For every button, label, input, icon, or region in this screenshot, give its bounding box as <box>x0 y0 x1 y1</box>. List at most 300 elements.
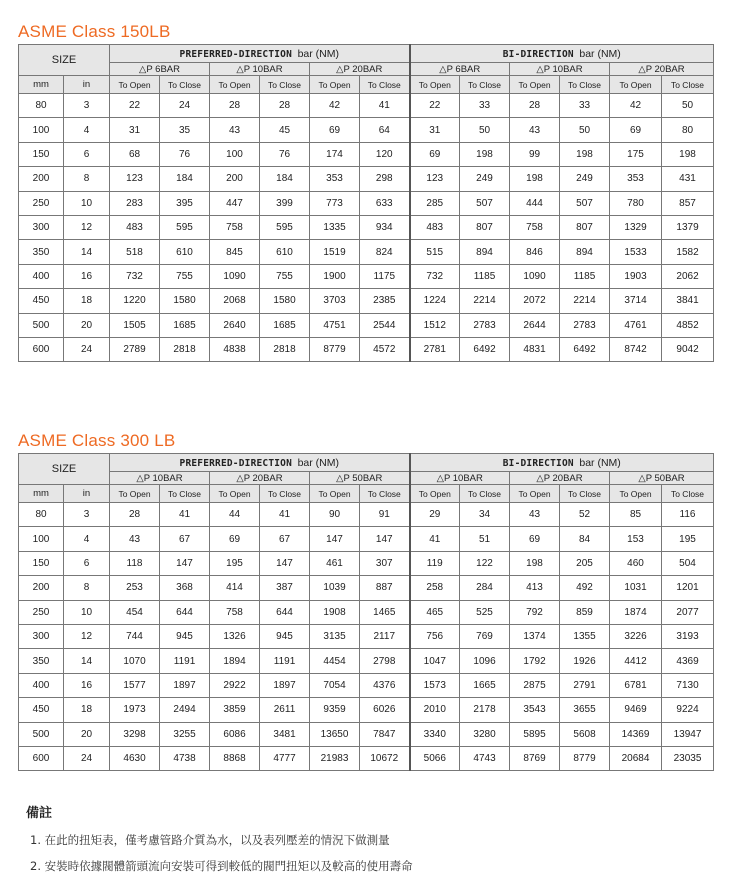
to-open-header: To Open <box>210 76 260 94</box>
table-cell: 1047 <box>410 649 460 673</box>
bi-direction-header <box>410 45 714 63</box>
table-cell: 307 <box>360 551 410 575</box>
pressure-header: △P 50BAR <box>310 472 410 485</box>
table-row <box>19 215 714 239</box>
table-cell: 119 <box>410 551 460 575</box>
table-cell: 2640 <box>210 313 260 337</box>
table-cell: 123 <box>110 167 160 191</box>
table-cell: 8779 <box>310 337 360 361</box>
table-cell: 69 <box>410 142 460 166</box>
table-cell: 33 <box>560 94 610 118</box>
table-cell: 42 <box>310 94 360 118</box>
table-cell: 67 <box>260 527 310 551</box>
table-cell: 4831 <box>510 337 560 361</box>
notes-heading: 備註 <box>26 806 53 821</box>
table-cell: 300 <box>19 215 64 239</box>
direction-unit: bar (NM) <box>297 456 339 469</box>
header-row <box>19 454 714 472</box>
table-cell: 28 <box>260 94 310 118</box>
table-cell: 44 <box>210 503 260 527</box>
table-cell: 518 <box>110 240 160 264</box>
table-cell: 24 <box>64 337 110 361</box>
table-cell: 887 <box>360 576 410 600</box>
table-row <box>19 624 714 648</box>
table-cell: 1096 <box>460 649 510 673</box>
table-cell: 250 <box>19 191 64 215</box>
note-item: 2. 安裝時依據閥體箭頭流向安裝可得到較低的閥門扭矩以及較高的使用壽命 <box>30 859 413 873</box>
table-cell: 5066 <box>410 746 460 770</box>
table-cell: 118 <box>110 551 160 575</box>
table-cell: 1874 <box>610 600 662 624</box>
to-close-header: To Close <box>160 76 210 94</box>
table-cell: 1908 <box>310 600 360 624</box>
direction-name: PREFERRED-DIRECTION <box>179 457 293 469</box>
table-cell: 150 <box>19 551 64 575</box>
table-cell: 732 <box>410 264 460 288</box>
table-cell: 91 <box>360 503 410 527</box>
table-cell: 249 <box>460 167 510 191</box>
table-cell: 945 <box>260 624 310 648</box>
table-cell: 1512 <box>410 313 460 337</box>
table-cell: 3841 <box>662 289 714 313</box>
table-cell: 90 <box>310 503 360 527</box>
table-cell: 50 <box>560 118 610 142</box>
table-cell: 600 <box>19 337 64 361</box>
table-cell: 22 <box>110 94 160 118</box>
table-cell: 100 <box>19 527 64 551</box>
table-cell: 13947 <box>662 722 714 746</box>
table-cell: 20684 <box>610 746 662 770</box>
table-cell: 894 <box>560 240 610 264</box>
table-cell: 824 <box>360 240 410 264</box>
table-cell: 50 <box>662 94 714 118</box>
table-cell: 285 <box>410 191 460 215</box>
table-cell: 7847 <box>360 722 410 746</box>
table-cell: 147 <box>310 527 360 551</box>
table-cell: 1465 <box>360 600 410 624</box>
table-cell: 76 <box>260 142 310 166</box>
table-cell: 35 <box>160 118 210 142</box>
table-cell: 845 <box>210 240 260 264</box>
to-open-header: To Open <box>310 485 360 503</box>
table-cell: 758 <box>210 600 260 624</box>
table-cell: 1175 <box>360 264 410 288</box>
table-cell: 3655 <box>560 698 610 722</box>
to-close-header: To Close <box>560 485 610 503</box>
table-cell: 1573 <box>410 673 460 697</box>
table-cell: 69 <box>610 118 662 142</box>
table-cell: 1665 <box>460 673 510 697</box>
table-cell: 120 <box>360 142 410 166</box>
table-cell: 780 <box>610 191 662 215</box>
table-cell: 633 <box>360 191 410 215</box>
table-cell: 43 <box>110 527 160 551</box>
table-cell: 447 <box>210 191 260 215</box>
to-close-header: To Close <box>360 76 410 94</box>
table-cell: 755 <box>160 264 210 288</box>
table-cell: 41 <box>410 527 460 551</box>
table-cell: 99 <box>510 142 560 166</box>
table-cell: 807 <box>460 215 510 239</box>
table-cell: 414 <box>210 576 260 600</box>
pressure-header: △P 6BAR <box>110 63 210 76</box>
table-title-class-300: ASME Class 300 LB <box>18 431 176 450</box>
pressure-header: △P 20BAR <box>210 472 310 485</box>
table-cell: 7054 <box>310 673 360 697</box>
to-open-header: To Open <box>510 485 560 503</box>
table-cell: 1031 <box>610 576 662 600</box>
table-cell: 492 <box>560 576 610 600</box>
table-cell: 3340 <box>410 722 460 746</box>
table-cell: 2178 <box>460 698 510 722</box>
pressure-header: △P 50BAR <box>610 472 714 485</box>
table-cell: 4630 <box>110 746 160 770</box>
table-cell: 450 <box>19 289 64 313</box>
table-cell: 8868 <box>210 746 260 770</box>
table-cell: 4412 <box>610 649 662 673</box>
table-cell: 4852 <box>662 313 714 337</box>
table-cell: 6026 <box>360 698 410 722</box>
table-cell: 9469 <box>610 698 662 722</box>
table-cell: 20 <box>64 313 110 337</box>
table-cell: 100 <box>210 142 260 166</box>
table-cell: 34 <box>460 503 510 527</box>
table-cell: 1374 <box>510 624 560 648</box>
table-cell: 200 <box>19 576 64 600</box>
table-cell: 184 <box>260 167 310 191</box>
table-cell: 69 <box>310 118 360 142</box>
table-cell: 22 <box>410 94 460 118</box>
to-close-header: To Close <box>460 485 510 503</box>
table-row <box>19 551 714 575</box>
table-cell: 12 <box>64 624 110 648</box>
table-cell: 3 <box>64 94 110 118</box>
table-cell: 1582 <box>662 240 714 264</box>
table-cell: 1897 <box>260 673 310 697</box>
preferred-direction-header <box>110 45 410 63</box>
table-cell: 250 <box>19 600 64 624</box>
table-cell: 454 <box>110 600 160 624</box>
table-cell: 68 <box>110 142 160 166</box>
table-cell: 116 <box>662 503 714 527</box>
table-cell: 773 <box>310 191 360 215</box>
table-row <box>19 576 714 600</box>
table-cell: 43 <box>510 503 560 527</box>
table-cell: 1090 <box>510 264 560 288</box>
table-cell: 100 <box>19 118 64 142</box>
table-cell: 2494 <box>160 698 210 722</box>
table-row <box>19 240 714 264</box>
table-cell: 1519 <box>310 240 360 264</box>
table-cell: 1894 <box>210 649 260 673</box>
table-row <box>19 503 714 527</box>
table-cell: 400 <box>19 673 64 697</box>
table-cell: 2611 <box>260 698 310 722</box>
table-cell: 2385 <box>360 289 410 313</box>
pressure-header-row <box>19 472 714 485</box>
table-cell: 3280 <box>460 722 510 746</box>
table-cell: 732 <box>110 264 160 288</box>
table-cell: 6492 <box>560 337 610 361</box>
table-cell: 24 <box>160 94 210 118</box>
table-cell: 147 <box>160 551 210 575</box>
table-cell: 174 <box>310 142 360 166</box>
table-cell: 76 <box>160 142 210 166</box>
table-cell: 8769 <box>510 746 560 770</box>
table-cell: 758 <box>210 215 260 239</box>
table-cell: 1900 <box>310 264 360 288</box>
table-cell: 8 <box>64 167 110 191</box>
table-cell: 758 <box>510 215 560 239</box>
table-cell: 1090 <box>210 264 260 288</box>
table-cell: 122 <box>460 551 510 575</box>
bi-direction-header <box>410 454 714 472</box>
table-cell: 80 <box>19 94 64 118</box>
table-cell: 9042 <box>662 337 714 361</box>
table-cell: 1191 <box>160 649 210 673</box>
table-cell: 1039 <box>310 576 360 600</box>
table-cell: 123 <box>410 167 460 191</box>
table-cell: 600 <box>19 746 64 770</box>
table-cell: 6492 <box>460 337 510 361</box>
table-cell: 350 <box>19 240 64 264</box>
table-cell: 1577 <box>110 673 160 697</box>
table-cell: 792 <box>510 600 560 624</box>
table-cell: 894 <box>460 240 510 264</box>
table-cell: 253 <box>110 576 160 600</box>
table-cell: 195 <box>210 551 260 575</box>
table-cell: 1224 <box>410 289 460 313</box>
table-cell: 3481 <box>260 722 310 746</box>
pressure-header: △P 20BAR <box>510 472 610 485</box>
table-cell: 69 <box>210 527 260 551</box>
table-cell: 5895 <box>510 722 560 746</box>
table-cell: 6 <box>64 142 110 166</box>
table-cell: 31 <box>110 118 160 142</box>
table-cell: 1897 <box>160 673 210 697</box>
table-cell: 198 <box>460 142 510 166</box>
table-cell: 150 <box>19 142 64 166</box>
table-row <box>19 673 714 697</box>
table-cell: 945 <box>160 624 210 648</box>
table-cell: 9224 <box>662 698 714 722</box>
table-cell: 41 <box>160 503 210 527</box>
table-cell: 2062 <box>662 264 714 288</box>
table-cell: 6 <box>64 551 110 575</box>
direction-unit: bar (NM) <box>297 47 339 60</box>
table-cell: 2644 <box>510 313 560 337</box>
table-cell: 2789 <box>110 337 160 361</box>
table-cell: 7130 <box>662 673 714 697</box>
table-cell: 2010 <box>410 698 460 722</box>
to-close-header: To Close <box>460 76 510 94</box>
table-cell: 43 <box>510 118 560 142</box>
pressure-header: △P 10BAR <box>110 472 210 485</box>
direction-unit: bar (NM) <box>579 456 621 469</box>
table-cell: 43 <box>210 118 260 142</box>
table-cell: 353 <box>610 167 662 191</box>
table-cell: 16 <box>64 673 110 697</box>
table-cell: 1379 <box>662 215 714 239</box>
table-cell: 200 <box>210 167 260 191</box>
column-header-row <box>19 485 714 503</box>
table-cell: 8742 <box>610 337 662 361</box>
to-close-header: To Close <box>360 485 410 503</box>
table-cell: 42 <box>610 94 662 118</box>
table-cell: 1580 <box>160 289 210 313</box>
to-open-header: To Open <box>310 76 360 94</box>
table-cell: 2544 <box>360 313 410 337</box>
table-row <box>19 118 714 142</box>
table-cell: 4376 <box>360 673 410 697</box>
table-cell: 3298 <box>110 722 160 746</box>
table-cell: 1220 <box>110 289 160 313</box>
table-cell: 644 <box>160 600 210 624</box>
table-cell: 460 <box>610 551 662 575</box>
table-cell: 41 <box>260 503 310 527</box>
to-close-header: To Close <box>662 76 714 94</box>
table-cell: 2781 <box>410 337 460 361</box>
table-cell: 1329 <box>610 215 662 239</box>
table-cell: 85 <box>610 503 662 527</box>
to-close-header: To Close <box>260 76 310 94</box>
table-cell: 3543 <box>510 698 560 722</box>
table-cell: 52 <box>560 503 610 527</box>
table-cell: 67 <box>160 527 210 551</box>
table-cell: 9359 <box>310 698 360 722</box>
table-row <box>19 722 714 746</box>
table-cell: 515 <box>410 240 460 264</box>
pressure-header: △P 10BAR <box>210 63 310 76</box>
in-header: in <box>64 76 110 94</box>
table-cell: 4454 <box>310 649 360 673</box>
header-row <box>19 45 714 63</box>
table-cell: 198 <box>662 142 714 166</box>
mm-header: mm <box>19 76 64 94</box>
table-cell: 2798 <box>360 649 410 673</box>
table-cell: 18 <box>64 289 110 313</box>
table-cell: 300 <box>19 624 64 648</box>
table-cell: 2783 <box>460 313 510 337</box>
table-cell: 69 <box>510 527 560 551</box>
table-cell: 28 <box>510 94 560 118</box>
table-cell: 10672 <box>360 746 410 770</box>
table-cell: 755 <box>260 264 310 288</box>
column-header-row <box>19 76 714 94</box>
pressure-header: △P 10BAR <box>410 472 510 485</box>
table-row <box>19 94 714 118</box>
table-cell: 64 <box>360 118 410 142</box>
table-cell: 33 <box>460 94 510 118</box>
torque-table-class-300 <box>18 453 714 771</box>
table-cell: 483 <box>410 215 460 239</box>
table-cell: 2818 <box>260 337 310 361</box>
table-cell: 14 <box>64 240 110 264</box>
table-cell: 500 <box>19 313 64 337</box>
table-cell: 1685 <box>160 313 210 337</box>
table-cell: 80 <box>662 118 714 142</box>
table-cell: 298 <box>360 167 410 191</box>
table-cell: 807 <box>560 215 610 239</box>
table-row <box>19 337 714 361</box>
to-open-header: To Open <box>510 76 560 94</box>
table-cell: 8 <box>64 576 110 600</box>
table-cell: 846 <box>510 240 560 264</box>
table-cell: 525 <box>460 600 510 624</box>
table-cell: 610 <box>160 240 210 264</box>
note-item: 1. 在此的扭矩表，僅考慮管路介質為水，以及表列壓差的情況下做測量 <box>30 833 390 847</box>
table-cell: 1185 <box>560 264 610 288</box>
table-cell: 205 <box>560 551 610 575</box>
to-open-header: To Open <box>110 76 160 94</box>
table-cell: 2117 <box>360 624 410 648</box>
table-cell: 1505 <box>110 313 160 337</box>
table-cell: 507 <box>460 191 510 215</box>
to-open-header: To Open <box>410 485 460 503</box>
table-row <box>19 600 714 624</box>
table-cell: 1973 <box>110 698 160 722</box>
direction-name: BI-DIRECTION <box>502 457 574 469</box>
table-cell: 395 <box>160 191 210 215</box>
table-cell: 6781 <box>610 673 662 697</box>
table-cell: 4838 <box>210 337 260 361</box>
table-row <box>19 142 714 166</box>
table-row <box>19 746 714 770</box>
table-cell: 1335 <box>310 215 360 239</box>
table-cell: 859 <box>560 600 610 624</box>
table-cell: 1185 <box>460 264 510 288</box>
table-cell: 2922 <box>210 673 260 697</box>
table-cell: 595 <box>260 215 310 239</box>
direction-name: PREFERRED-DIRECTION <box>179 48 293 60</box>
table-cell: 12 <box>64 215 110 239</box>
in-header: in <box>64 485 110 503</box>
torque-table-class-150 <box>18 44 714 362</box>
table-cell: 29 <box>410 503 460 527</box>
table-cell: 2214 <box>460 289 510 313</box>
table-cell: 4761 <box>610 313 662 337</box>
table-cell: 18 <box>64 698 110 722</box>
table-cell: 400 <box>19 264 64 288</box>
table-cell: 13650 <box>310 722 360 746</box>
table-cell: 3226 <box>610 624 662 648</box>
table-cell: 1070 <box>110 649 160 673</box>
table-cell: 20 <box>64 722 110 746</box>
to-close-header: To Close <box>662 485 714 503</box>
table-cell: 1201 <box>662 576 714 600</box>
table-cell: 1792 <box>510 649 560 673</box>
table-cell: 6086 <box>210 722 260 746</box>
direction-name: BI-DIRECTION <box>502 48 574 60</box>
table-cell: 8779 <box>560 746 610 770</box>
table-cell: 756 <box>410 624 460 648</box>
table-cell: 3859 <box>210 698 260 722</box>
to-open-header: To Open <box>610 76 662 94</box>
table-cell: 2783 <box>560 313 610 337</box>
table-cell: 14 <box>64 649 110 673</box>
table-cell: 1326 <box>210 624 260 648</box>
table-row <box>19 649 714 673</box>
table-cell: 51 <box>460 527 510 551</box>
table-cell: 1580 <box>260 289 310 313</box>
table-cell: 50 <box>460 118 510 142</box>
table-cell: 444 <box>510 191 560 215</box>
table-cell: 16 <box>64 264 110 288</box>
table-cell: 258 <box>410 576 460 600</box>
table-cell: 283 <box>110 191 160 215</box>
table-cell: 5608 <box>560 722 610 746</box>
table-cell: 461 <box>310 551 360 575</box>
